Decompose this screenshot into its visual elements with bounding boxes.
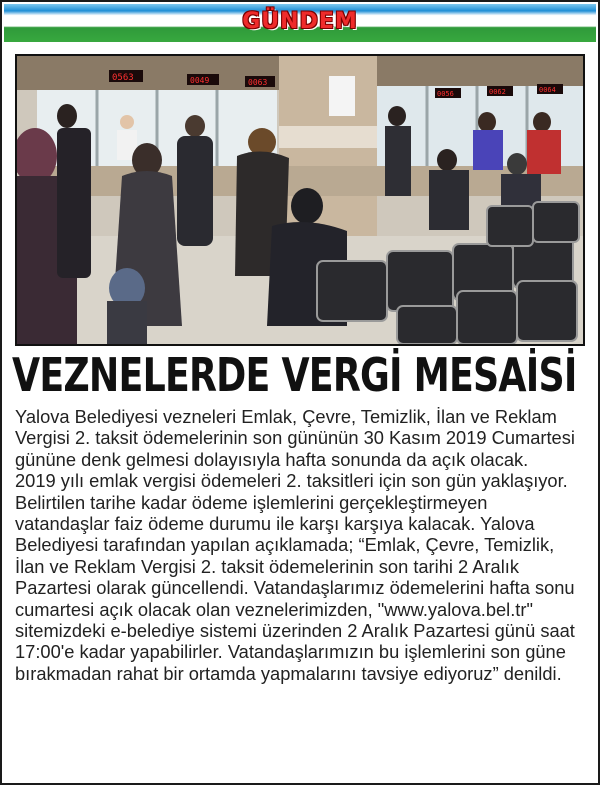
section-title: GÜNDEM bbox=[242, 9, 358, 34]
article-paragraph: Yalova Belediyesi vezneleri Emlak, Çevre, Temizlik, İlan ve Reklam Vergisi 2. taksit ödemelerinin son gününün 30 Kasım 2019 Cumartesi gününe denk gelmesi dolayısıyla hafta sonunda da açık olacak. bbox=[15, 406, 575, 470]
news-photo bbox=[15, 54, 585, 346]
counter-display: 0056 bbox=[437, 90, 454, 98]
counter-display: 0064 bbox=[539, 86, 556, 94]
article-body bbox=[15, 406, 587, 684]
counter-display: 0063 bbox=[248, 78, 268, 87]
section-banner bbox=[4, 4, 596, 42]
article-headline: VEZNELERDE VERGİ MESAİSİ bbox=[12, 348, 577, 402]
counter-display: 0049 bbox=[190, 76, 210, 85]
counter-display: 0062 bbox=[489, 88, 506, 96]
article-paragraph: 2019 yılı emlak vergisi ödemeleri 2. taksitleri için son gün yaklaşıyor. Belirtilen tarihe kadar ödeme işlemlerini gerçekleştirmeyen vatandaşlar faiz ödeme durumu ile karşı karşıya kalacak. Yalova Belediyesi tarafından yapılan açıklamada; “Emlak, Çevre, Temizlik, İlan ve Reklam Vergisi 2. taksit ödemelerinin son tarihi 2 Aralık Pazartesi olarak güncellendi. Vatandaşlarımız ödemelerini hafta sonu cumartesi açık olacak olan veznelerimizden, "www.yalova.bel.tr" sitemizdeki e-belediye sistemi üzerinden 2 Aralık Pazartesi günü saat 17:00'e kadar yapabilirler. Vatandaşlarımızın bu işlemlerini son güne bırakmadan rahat bir ortamda yapmalarını tavsiye ediyoruz” denildi. bbox=[15, 470, 575, 684]
counter-display: 0563 bbox=[112, 73, 134, 83]
